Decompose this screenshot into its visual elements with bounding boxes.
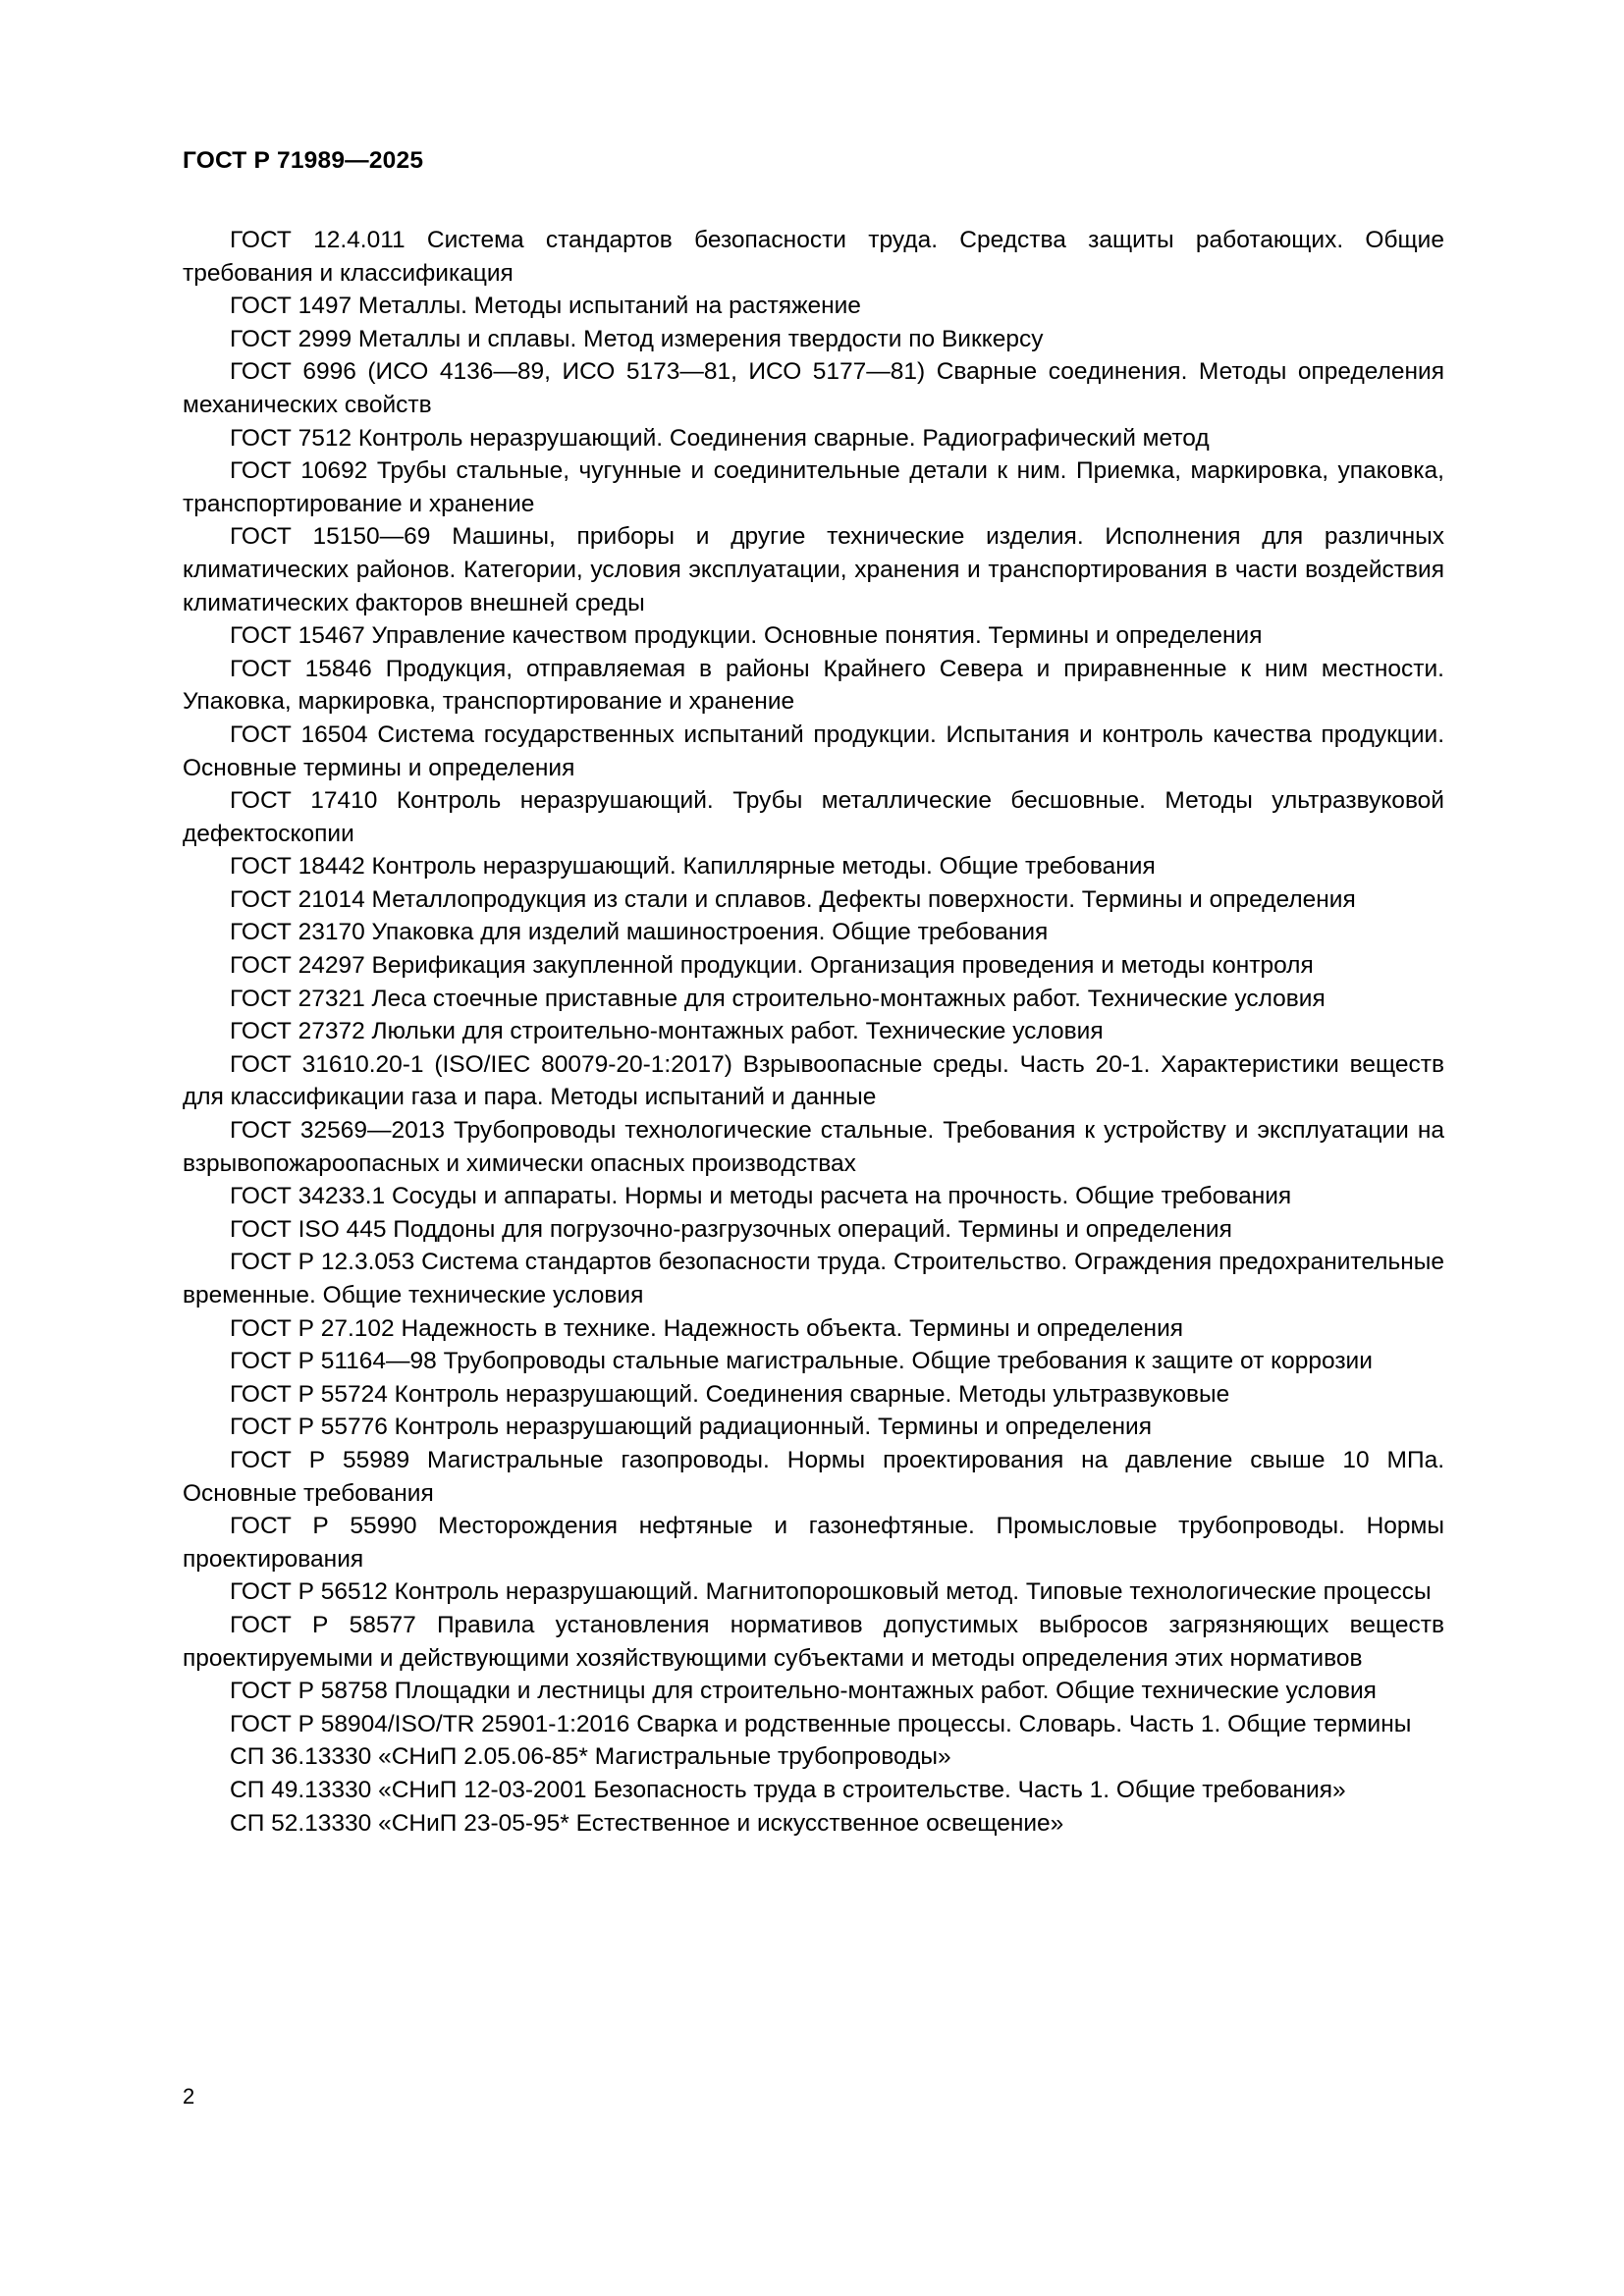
reference-paragraph: ГОСТ 21014 Металлопродукция из стали и сплавов. Дефекты поверхности. Термины и определения xyxy=(230,885,1356,913)
reference-paragraph: ГОСТ Р 12.3.053 Система стандартов безопасности труда. Строительство. Ограждения предохранительные временные. Общие технические условия xyxy=(183,1249,1444,1308)
reference-paragraph: ГОСТ Р 55990 Месторождения нефтяные и газонефтяные. Промысловые трубопроводы. Нормы проектирования xyxy=(183,1513,1444,1573)
reference-paragraph: ГОСТ 17410 Контроль неразрушающий. Трубы металлические бесшовные. Методы ультразвуковой дефектоскопии xyxy=(183,787,1444,847)
reference-paragraph: ГОСТ 15467 Управление качеством продукции. Основные понятия. Термины и определения xyxy=(230,622,1263,650)
references-list xyxy=(183,224,1444,1840)
reference-paragraph: ГОСТ Р 27.102 Надежность в технике. Надежность объекта. Термины и определения xyxy=(230,1314,1184,1342)
reference-paragraph: ГОСТ 1497 Металлы. Методы испытаний на растяжение xyxy=(230,293,861,320)
reference-paragraph: ГОСТ 34233.1 Сосуды и аппараты. Нормы и методы расчета на прочность. Общие требования xyxy=(230,1183,1292,1210)
reference-paragraph: ГОСТ 6996 (ИСО 4136—89, ИСО 5173—81, ИСО 5177—81) Сварные соединения. Методы определения механических свойств xyxy=(183,358,1444,418)
reference-paragraph: ГОСТ Р 58904/ISO/TR 25901-1:2016 Сварка и родственные процессы. Словарь. Часть 1. Общие термины xyxy=(230,1710,1412,1737)
reference-paragraph: СП 36.13330 «СНиП 2.05.06-85* Магистральные трубопроводы» xyxy=(230,1743,951,1771)
reference-paragraph: ГОСТ 32569—2013 Трубопроводы технологические стальные. Требования к устройству и эксплуатации на взрывопожароопасных и химически опасных производствах xyxy=(183,1117,1444,1177)
reference-paragraph: ГОСТ Р 58758 Площадки и лестницы для строительно-монтажных работ. Общие технические условия xyxy=(230,1678,1377,1705)
reference-paragraph: ГОСТ 12.4.011 Система стандартов безопасности труда. Средства защиты работающих. Общие требования и классификация xyxy=(183,227,1444,287)
reference-paragraph: ГОСТ 15150—69 Машины, приборы и другие технические изделия. Исполнения для различных климатических районов. Категории, условия эксплуатации, хранения и транспортирования в части воздействия климатических факторов внешней среды xyxy=(183,523,1444,616)
reference-paragraph: ГОСТ Р 58577 Правила установления нормативов допустимых выбросов загрязняющих веществ проектируемыми и действующими хозяйствующими субъектами и методы определения этих нормативов xyxy=(183,1611,1444,1672)
reference-paragraph: ГОСТ 2999 Металлы и сплавы. Метод измерения твердости по Виккерсу xyxy=(230,325,1044,352)
reference-paragraph: ГОСТ 16504 Система государственных испытаний продукции. Испытания и контроль качества продукции. Основные термины и определения xyxy=(183,721,1444,781)
reference-paragraph: ГОСТ 27321 Леса стоечные приставные для строительно-монтажных работ. Технические условия xyxy=(230,985,1326,1012)
reference-paragraph: ГОСТ Р 56512 Контроль неразрушающий. Магнитопорошковый метод. Типовые технологические процессы xyxy=(230,1578,1432,1606)
reference-paragraph: ГОСТ 24297 Верификация закупленной продукции. Организация проведения и методы контроля xyxy=(230,952,1314,980)
reference-paragraph: ГОСТ 23170 Упаковка для изделий машиностроения. Общие требования xyxy=(230,919,1049,946)
reference-paragraph: ГОСТ Р 55776 Контроль неразрушающий радиационный. Термины и определения xyxy=(230,1414,1152,1441)
reference-paragraph: ГОСТ 15846 Продукция, отправляемая в районы Крайнего Севера и приравненные к ним местности. Упаковка, маркировка, транспортирование и хранение xyxy=(183,655,1444,716)
reference-paragraph: СП 49.13330 «СНиП 12-03-2001 Безопасность труда в строительстве. Часть 1. Общие требования» xyxy=(230,1776,1346,1803)
reference-paragraph: ГОСТ Р 55724 Контроль неразрушающий. Соединения сварные. Методы ультразвуковые xyxy=(230,1380,1230,1408)
reference-paragraph: СП 52.13330 «СНиП 23-05-95* Естественное и искусственное освещение» xyxy=(230,1809,1064,1837)
reference-paragraph: ГОСТ Р 51164—98 Трубопроводы стальные магистральные. Общие требования к защите от коррозии xyxy=(230,1348,1373,1375)
reference-paragraph: ГОСТ 10692 Трубы стальные, чугунные и соединительные детали к ним. Приемка, маркировка, упаковка, транспортирование и хранение xyxy=(183,457,1444,517)
reference-paragraph: ГОСТ 31610.20-1 (ISO/IEC 80079-20-1:2017) Взрывоопасные среды. Часть 20-1. Характеристики веществ для классификации газа и пара. Методы испытаний и данные xyxy=(183,1050,1444,1111)
reference-paragraph: ГОСТ Р 55989 Магистральные газопроводы. Нормы проектирования на давление свыше 10 МПа. Основные требования xyxy=(183,1446,1444,1507)
page-number: 2 xyxy=(183,2084,195,2109)
reference-paragraph: ГОСТ 18442 Контроль неразрушающий. Капиллярные методы. Общие требования xyxy=(230,853,1156,881)
reference-paragraph: ГОСТ 27372 Люльки для строительно-монтажных работ. Технические условия xyxy=(230,1018,1104,1045)
reference-paragraph: ГОСТ ISO 445 Поддоны для погрузочно-разгрузочных операций. Термины и определения xyxy=(230,1215,1232,1243)
reference-paragraph: ГОСТ 7512 Контроль неразрушающий. Соединения сварные. Радиографический метод xyxy=(230,424,1210,452)
page-header-standard-number: ГОСТ Р 71989—2025 xyxy=(183,147,424,174)
